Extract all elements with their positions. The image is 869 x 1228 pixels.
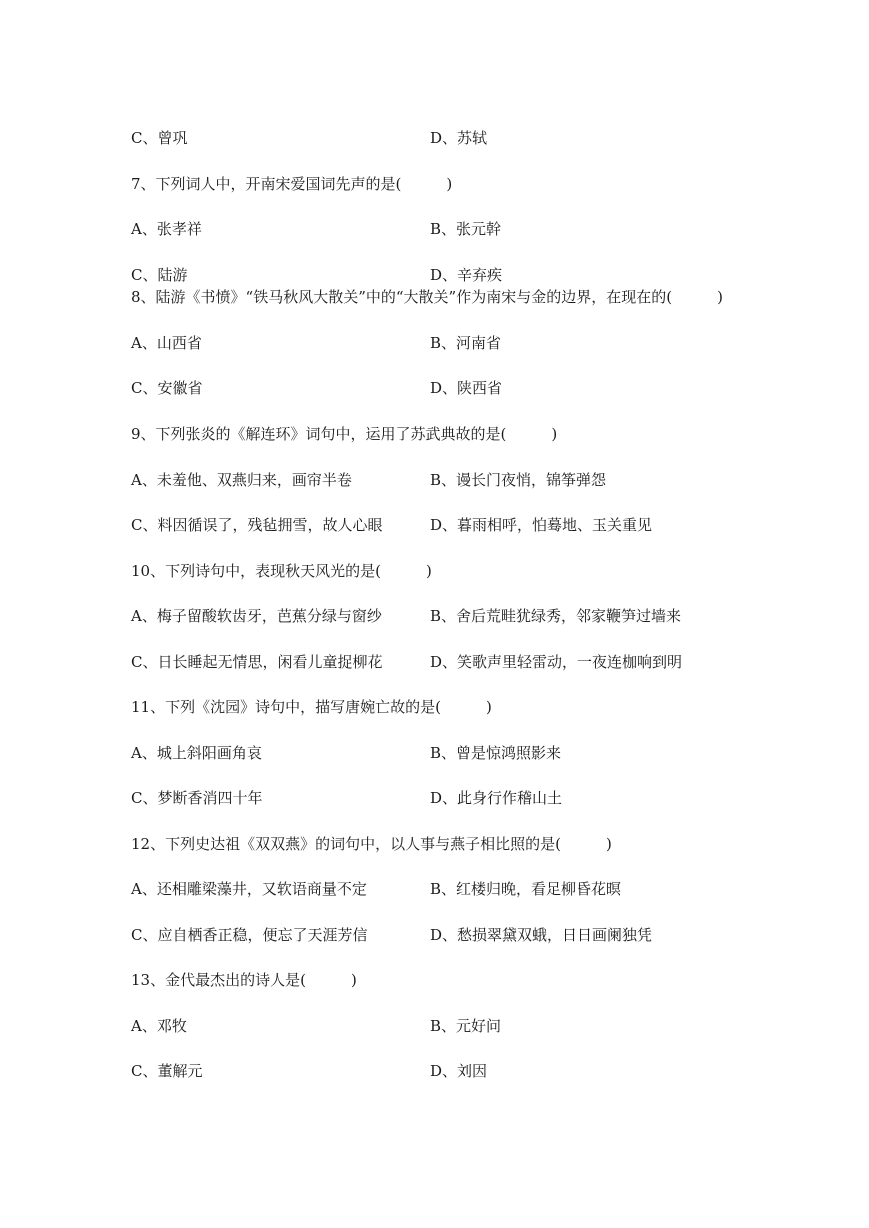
q13-option-a: A、邓牧 [131, 1017, 187, 1035]
q13-option-b: B、元好问 [430, 1017, 502, 1035]
q13-option-c: C、董解元 [131, 1062, 203, 1080]
q9-option-b: B、谩长门夜悄，锦筝弹怨 [430, 471, 607, 489]
q6-option-d: D、苏轼 [430, 129, 488, 147]
q9-option-d: D、暮雨相呼，怕蓦地、玉关重见 [430, 516, 653, 534]
q8-option-c: C、安徽省 [131, 379, 203, 397]
q8-option-d: D、陕西省 [430, 379, 503, 397]
q8-option-a: A、山西省 [131, 334, 202, 352]
q7-option-a: A、张孝祥 [131, 220, 202, 238]
q9-option-a: A、未羞他、双燕归来，画帘半卷 [131, 471, 352, 489]
q11-option-c: C、梦断香消四十年 [131, 789, 263, 807]
q12-option-d: D、愁损翠黛双蛾，日日画阑独凭 [430, 926, 653, 944]
q10-option-a: A、梅子留酸软齿牙，芭蕉分绿与窗纱 [131, 607, 382, 625]
q10-question: 10、下列诗句中，表现秋天风光的是( ) [131, 562, 432, 580]
q8-question: 8、陆游《书愤》“铁马秋风大散关”中的“大散关”作为南宋与金的边界，在现在的( ) [131, 288, 723, 306]
q10-option-b: B、舍后荒畦犹绿秀，邻家鞭笋过墙来 [430, 607, 682, 625]
q13-option-d: D、刘因 [430, 1062, 488, 1080]
q8-option-b: B、河南省 [430, 334, 502, 352]
q7-question: 7、下列词人中，开南宋爱国词先声的是( ) [131, 175, 453, 193]
q10-option-d: D、笑歌声里轻雷动，一夜连枷响到明 [430, 653, 683, 671]
q12-option-b: B、红楼归晚，看足柳昏花暝 [430, 880, 622, 898]
q7-option-c: C、陆游 [131, 266, 188, 284]
q13-question: 13、金代最杰出的诗人是( ) [131, 971, 357, 989]
q6-option-c: C、曾巩 [131, 129, 188, 147]
q7-option-d: D、辛弃疾 [430, 266, 503, 284]
q11-option-b: B、曾是惊鸿照影来 [430, 744, 562, 762]
q9-question: 9、下列张炎的《解连环》词句中，运用了苏武典故的是( ) [131, 425, 558, 443]
q12-option-a: A、还相雕梁藻井，又软语商量不定 [131, 880, 367, 898]
q12-question: 12、下列史达祖《双双燕》的词句中，以人事与燕子相比照的是( ) [131, 835, 612, 853]
q9-option-c: C、料因循误了，残毡拥雪，故人心眼 [131, 516, 383, 534]
q10-option-c: C、日长睡起无情思，闲看儿童捉柳花 [131, 653, 383, 671]
q11-option-a: A、城上斜阳画角哀 [131, 744, 262, 762]
q12-option-c: C、应自栖香正稳，便忘了天涯芳信 [131, 926, 368, 944]
q11-option-d: D、此身行作稽山土 [430, 789, 563, 807]
q7-option-b: B、张元幹 [430, 220, 502, 238]
q11-question: 11、下列《沈园》诗句中，描写唐婉亡故的是( ) [131, 698, 492, 716]
